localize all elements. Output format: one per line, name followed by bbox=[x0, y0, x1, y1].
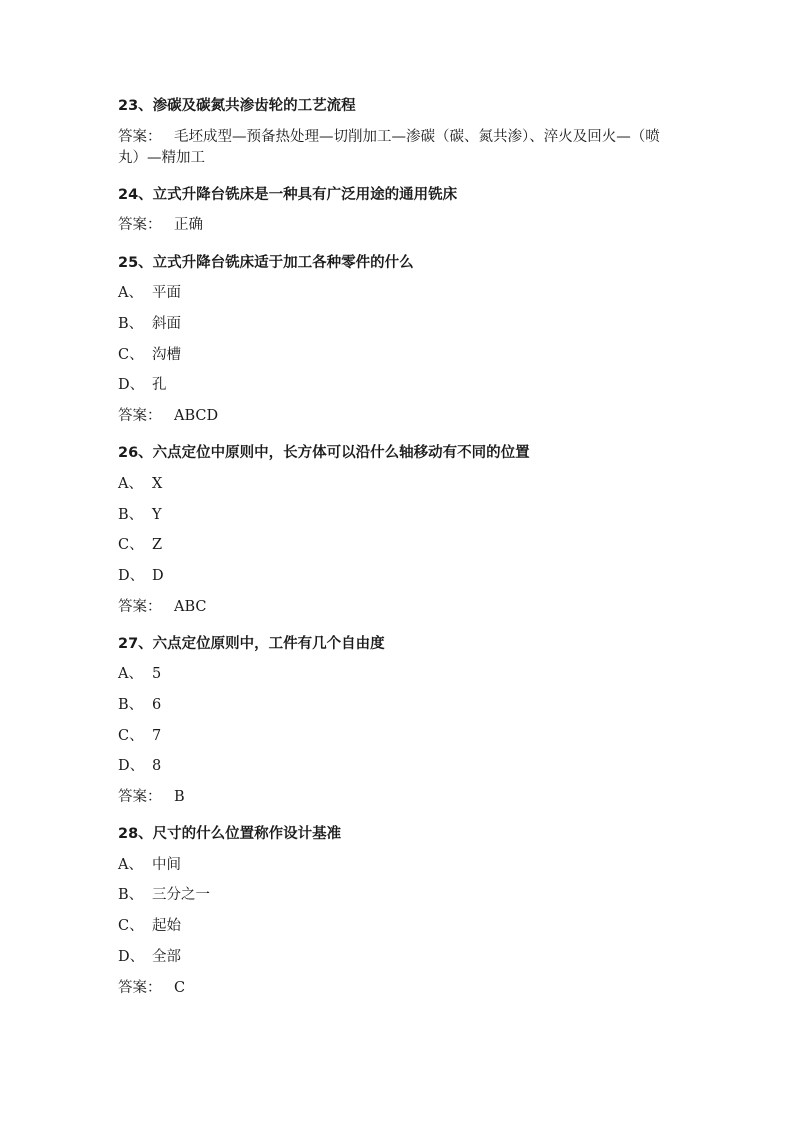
option-letter: D、 bbox=[118, 377, 145, 393]
option-item bbox=[118, 664, 161, 684]
option-item bbox=[118, 695, 161, 715]
option-letter: D、 bbox=[118, 568, 145, 584]
option-item bbox=[118, 756, 161, 776]
option-item bbox=[118, 855, 181, 875]
option-letter: B、 bbox=[118, 697, 144, 713]
option-letter: A、 bbox=[118, 857, 143, 873]
answer-line bbox=[118, 127, 663, 169]
answer-value: 正确 bbox=[174, 217, 203, 233]
option-text: 起始 bbox=[152, 918, 181, 934]
option-letter: D、 bbox=[118, 949, 145, 965]
option-letter: C、 bbox=[118, 347, 144, 363]
option-text: 全部 bbox=[152, 949, 181, 965]
answer-line bbox=[118, 978, 185, 998]
option-letter: A、 bbox=[118, 285, 143, 301]
answer-label: 答案： bbox=[118, 599, 162, 615]
option-item bbox=[118, 345, 181, 365]
answer-line bbox=[118, 597, 207, 617]
option-item bbox=[118, 375, 167, 395]
option-text: 平面 bbox=[152, 285, 181, 301]
question-title: 27、六点定位原则中，工件有几个自由度 bbox=[118, 636, 385, 652]
option-letter: B、 bbox=[118, 507, 144, 523]
option-item bbox=[118, 474, 162, 494]
question-title: 23、渗碳及碳氮共渗齿轮的工艺流程 bbox=[118, 98, 356, 114]
option-letter: C、 bbox=[118, 728, 144, 744]
option-letter: A、 bbox=[118, 666, 143, 682]
option-text: X bbox=[152, 476, 163, 492]
option-item bbox=[118, 947, 181, 967]
option-text: 7 bbox=[152, 728, 162, 744]
answer-line bbox=[118, 406, 218, 426]
question-title: 25、立式升降台铣床适于加工各种零件的什么 bbox=[118, 255, 414, 271]
answer-value: B bbox=[174, 789, 185, 805]
option-item bbox=[118, 916, 181, 936]
question-title: 26、六点定位中原则中，长方体可以沿什么轴移动有不同的位置 bbox=[118, 445, 530, 461]
option-letter: B、 bbox=[118, 316, 144, 332]
option-letter: C、 bbox=[118, 918, 144, 934]
answer-line bbox=[118, 215, 203, 235]
option-item bbox=[118, 566, 164, 586]
option-text: D bbox=[152, 568, 164, 584]
option-letter: A、 bbox=[118, 476, 143, 492]
option-text: 三分之一 bbox=[152, 887, 210, 903]
option-text: Y bbox=[152, 507, 162, 523]
option-item bbox=[118, 535, 162, 555]
answer-line bbox=[118, 787, 185, 807]
option-item bbox=[118, 283, 181, 303]
option-text: Z bbox=[152, 537, 163, 553]
option-text: 孔 bbox=[152, 377, 167, 393]
option-item bbox=[118, 726, 161, 746]
answer-label: 答案： bbox=[118, 408, 162, 424]
answer-value: 毛坯成型—预备热处理—切削加工—渗碳（碳、氮共渗）、淬火及回火—（喷丸）—精加工 bbox=[118, 129, 660, 166]
answer-label: 答案： bbox=[118, 129, 162, 145]
option-letter: C、 bbox=[118, 537, 144, 553]
option-text: 斜面 bbox=[152, 316, 181, 332]
option-letter: B、 bbox=[118, 887, 144, 903]
answer-label: 答案： bbox=[118, 980, 162, 996]
answer-value: C bbox=[174, 980, 186, 996]
option-text: 8 bbox=[152, 758, 162, 774]
option-text: 中间 bbox=[152, 857, 181, 873]
option-letter: D、 bbox=[118, 758, 145, 774]
answer-value: ABCD bbox=[174, 408, 219, 424]
question-title: 24、立式升降台铣床是一种具有广泛用途的通用铣床 bbox=[118, 187, 458, 203]
answer-value: ABC bbox=[174, 599, 207, 615]
option-item bbox=[118, 314, 181, 334]
option-item bbox=[118, 505, 162, 525]
option-text: 5 bbox=[152, 666, 162, 682]
option-item bbox=[118, 885, 210, 905]
option-text: 6 bbox=[152, 697, 162, 713]
option-text: 沟槽 bbox=[152, 347, 181, 363]
answer-label: 答案： bbox=[118, 217, 162, 233]
question-title: 28、尺寸的什么位置称作设计基准 bbox=[118, 826, 342, 842]
answer-label: 答案： bbox=[118, 789, 162, 805]
